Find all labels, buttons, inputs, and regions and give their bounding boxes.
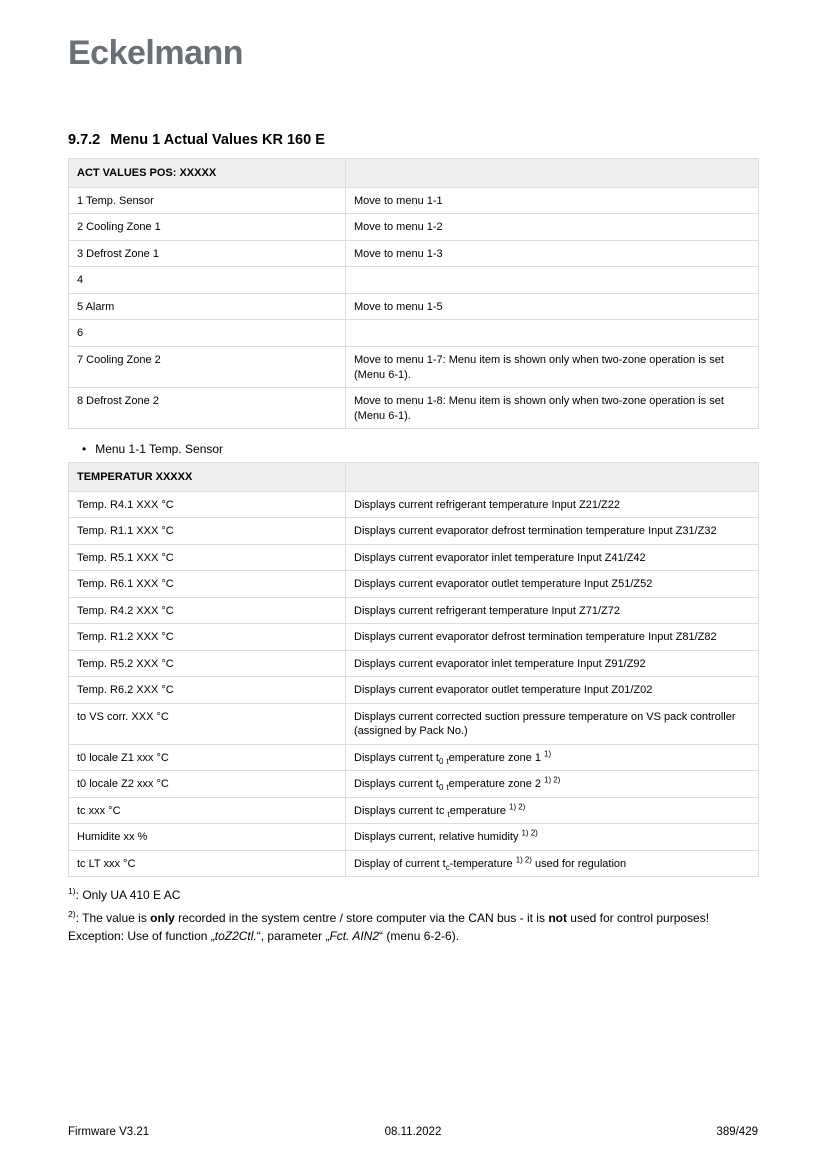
param-desc-cell: Displays current evaporator outlet temperature Input Z51/Z52 xyxy=(346,571,759,598)
menu-item-cell: 6 xyxy=(69,320,346,347)
table-row xyxy=(69,824,759,851)
menu-item-cell: 3 Defrost Zone 1 xyxy=(69,240,346,267)
temperature-table xyxy=(68,462,759,877)
param-cell: t0 locale Z1 xxx °C xyxy=(69,744,346,771)
bullet-icon: • xyxy=(82,442,87,457)
menu-item-cell: 8 Defrost Zone 2 xyxy=(69,388,346,429)
table-row xyxy=(69,703,759,744)
table-row xyxy=(69,677,759,704)
table-row xyxy=(69,797,759,824)
bullet-list-item xyxy=(82,442,758,456)
param-cell: to VS corr. XXX °C xyxy=(69,703,346,744)
table-row xyxy=(69,214,759,241)
table-row xyxy=(69,544,759,571)
param-desc-cell: Displays current, relative humidity $^{1) 2)}$ xyxy=(346,824,759,851)
param-desc-cell: Displays current evaporator inlet temperature Input Z91/Z92 xyxy=(346,650,759,677)
param-desc-cell: Displays current evaporator defrost termination temperature Input Z81/Z82 xyxy=(346,624,759,651)
table-row xyxy=(69,320,759,347)
table-header-row xyxy=(69,463,759,492)
table-row xyxy=(69,388,759,429)
param-cell: Temp. R1.1 XXX °C xyxy=(69,518,346,545)
footnotes xyxy=(68,886,758,945)
param-cell: Temp. R6.1 XXX °C xyxy=(69,571,346,598)
table-header-cell: TEMPERATUR XXXXX xyxy=(69,463,346,492)
table-row xyxy=(69,771,759,798)
table-header-cell: ACT VALUES POS: XXXXX xyxy=(69,159,346,188)
footer-date: 08.11.2022 xyxy=(384,1126,442,1138)
table-row xyxy=(69,650,759,677)
table-row xyxy=(69,187,759,214)
menu-desc-cell: Move to menu 1-5 xyxy=(346,293,759,320)
param-desc-cell: Displays current $t_0$ $_t$emperature zone 1 $^{1)}$ xyxy=(346,744,759,771)
param-cell: Temp. R5.2 XXX °C xyxy=(69,650,346,677)
param-cell: tc LT xxx °C xyxy=(69,850,346,877)
param-desc-cell: Displays current evaporator inlet temperature Input Z41/Z42 xyxy=(346,544,759,571)
param-desc-cell: Displays current evaporator defrost termination temperature Input Z31/Z32 xyxy=(346,518,759,545)
param-desc-cell: Display of current $t_c$-temperature $^{1) 2)}$ used for regulation xyxy=(346,850,759,877)
param-desc-cell: Displays current $t_0$ $_t$emperature zone 2 $^{1) 2)}$ xyxy=(346,771,759,798)
param-cell: Humidite xx % xyxy=(69,824,346,851)
menu-desc-cell: Move to menu 1-8: Menu item is shown only when two-zone operation is set (Menu 6-1). xyxy=(346,388,759,429)
table-row xyxy=(69,491,759,518)
table-row xyxy=(69,347,759,388)
table-header-cell-empty xyxy=(346,159,759,188)
menu-item-cell: 2 Cooling Zone 1 xyxy=(69,214,346,241)
param-cell: Temp. R4.2 XXX °C xyxy=(69,597,346,624)
param-cell: tc xxx °C xyxy=(69,797,346,824)
table-row xyxy=(69,293,759,320)
table-row xyxy=(69,267,759,294)
menu-desc-cell xyxy=(346,320,759,347)
footer-page-number: 389/429 xyxy=(716,1126,758,1138)
section-heading xyxy=(68,132,758,149)
menu-item-cell: 5 Alarm xyxy=(69,293,346,320)
table-row xyxy=(69,571,759,598)
param-desc-cell: Displays current corrected suction pressure temperature on VS pack controller (assigned by Pack No.) xyxy=(346,703,759,744)
footnote-2: $^{2)}$: The value is only recorded in the system centre / store computer via the CAN bus - it is not used for control purposes! Exception: Use of function „toZ2Ctl.“, parameter „Fct. AIN2“ (menu 6-2-6). xyxy=(68,909,710,944)
param-cell: Temp. R6.2 XXX °C xyxy=(69,677,346,704)
param-cell: t0 locale Z2 xxx °C xyxy=(69,771,346,798)
menu-desc-cell: Move to menu 1-3 xyxy=(346,240,759,267)
footnote-1: $^{1)}$: Only UA 410 E AC xyxy=(68,886,181,903)
param-cell: Temp. R4.1 XXX °C xyxy=(69,491,346,518)
section-title: Menu 1 Actual Values KR 160 E xyxy=(110,132,325,148)
table-header-cell-empty xyxy=(346,463,759,492)
menu-desc-cell: Move to menu 1-7: Menu item is shown only when two-zone operation is set (Menu 6-1). xyxy=(346,347,759,388)
menu-item-cell: 4 xyxy=(69,267,346,294)
table-row xyxy=(69,597,759,624)
act-values-table xyxy=(68,158,759,429)
menu-desc-cell: Move to menu 1-2 xyxy=(346,214,759,241)
menu-item-cell: 1 Temp. Sensor xyxy=(69,187,346,214)
menu-item-cell: 7 Cooling Zone 2 xyxy=(69,347,346,388)
bullet-label: Menu 1-1 Temp. Sensor xyxy=(95,442,224,457)
table-header-row xyxy=(69,159,759,188)
menu-desc-cell: Move to menu 1-1 xyxy=(346,187,759,214)
table-row xyxy=(69,624,759,651)
param-desc-cell: Displays current tc $_t$emperature $^{1) 2)}$ xyxy=(346,797,759,824)
footer-firmware-version: Firmware V3.21 xyxy=(68,1126,150,1138)
table-row xyxy=(69,744,759,771)
table-row xyxy=(69,240,759,267)
param-desc-cell: Displays current refrigerant temperature Input Z21/Z22 xyxy=(346,491,759,518)
page-content xyxy=(68,0,758,945)
param-desc-cell: Displays current refrigerant temperature Input Z71/Z72 xyxy=(346,597,759,624)
eckelmann-logo: Eckelmann xyxy=(68,34,244,72)
param-desc-cell: Displays current evaporator outlet temperature Input Z01/Z02 xyxy=(346,677,759,704)
section-number: 9.7.2 xyxy=(68,132,101,148)
table-row xyxy=(69,850,759,877)
page-footer xyxy=(68,1126,758,1138)
param-cell: Temp. R1.2 XXX °C xyxy=(69,624,346,651)
param-cell: Temp. R5.1 XXX °C xyxy=(69,544,346,571)
table-row xyxy=(69,518,759,545)
menu-desc-cell xyxy=(346,267,759,294)
